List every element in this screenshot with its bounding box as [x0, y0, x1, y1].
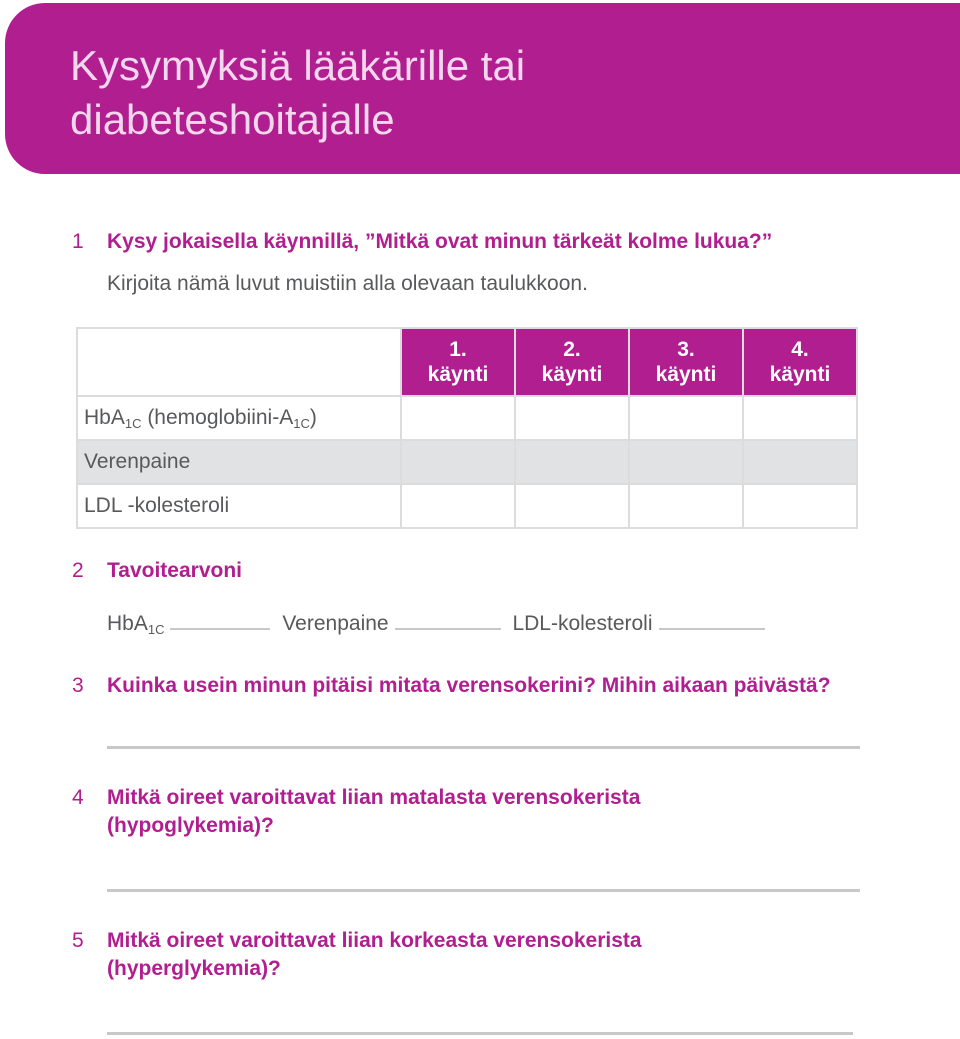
- question-text-line-2: (hyperglykemia)?: [107, 957, 281, 980]
- hba1c-label: [107, 612, 164, 635]
- question-text: Kysy jokaisella käynnillä, ”Mitkä ovat minun tärkeät kolme lukua?”: [107, 230, 773, 253]
- entry-cell[interactable]: [515, 484, 629, 528]
- ldl-label: LDL-kolesteroli: [512, 612, 653, 635]
- hba1c-target-blank[interactable]: [170, 628, 270, 630]
- question-text-line-1: Mitkä oireet varoittavat liian korkeasta verensokerista: [107, 929, 642, 952]
- answer-line-5[interactable]: [107, 1032, 853, 1035]
- visit-label: käynti: [655, 363, 717, 386]
- table-row-blood-pressure: [77, 440, 857, 484]
- subscript: 1C: [124, 415, 142, 431]
- entry-cell[interactable]: [743, 440, 857, 484]
- visit-label: käynti: [769, 363, 831, 386]
- entry-cell[interactable]: [743, 396, 857, 440]
- visit-2-header: [515, 328, 629, 396]
- entry-cell[interactable]: [629, 440, 743, 484]
- answer-line-4[interactable]: [107, 889, 860, 892]
- visits-table: [76, 327, 858, 529]
- visit-label: käynti: [541, 363, 603, 386]
- label-text: (hemoglobiini-A: [141, 405, 294, 429]
- title-line-2: diabeteshoitajalle: [70, 96, 395, 143]
- entry-cell[interactable]: [401, 396, 515, 440]
- subscript: 1C: [147, 622, 165, 637]
- ldl-target-blank[interactable]: [659, 628, 765, 630]
- question-2: [72, 557, 242, 585]
- label-text: ): [309, 405, 317, 429]
- label-text: HbA: [107, 612, 148, 635]
- visit-number: 3.: [677, 338, 695, 361]
- visit-number: 4.: [791, 338, 809, 361]
- row-label-hba1c: [77, 396, 401, 440]
- label-text: HbA: [84, 405, 125, 429]
- title-line-1: Kysymyksiä lääkärille tai: [70, 42, 526, 89]
- entry-cell[interactable]: [401, 440, 515, 484]
- entry-cell[interactable]: [515, 440, 629, 484]
- target-values: [107, 612, 771, 637]
- blood-pressure-target-blank[interactable]: [395, 628, 501, 630]
- page-title: [70, 39, 525, 147]
- question-4: [72, 784, 640, 840]
- question-number: 2: [72, 559, 84, 582]
- entry-cell[interactable]: [629, 484, 743, 528]
- question-text: Tavoitearvoni: [107, 559, 242, 582]
- question-text: Kuinka usein minun pitäisi mitata verensokerini? Mihin aikaan päivästä?: [107, 674, 831, 697]
- visit-3-header: [629, 328, 743, 396]
- question-5: [72, 927, 642, 983]
- table-row-ldl: [77, 484, 857, 528]
- visit-label: käynti: [427, 363, 489, 386]
- question-3: [72, 672, 831, 700]
- entry-cell[interactable]: [743, 484, 857, 528]
- visit-4-header: [743, 328, 857, 396]
- visit-1-header: [401, 328, 515, 396]
- question-number: 5: [72, 929, 84, 952]
- visit-number: 2.: [563, 338, 581, 361]
- question-text-line-1: Mitkä oireet varoittavat liian matalasta verensokerista: [107, 786, 641, 809]
- entry-cell[interactable]: [401, 484, 515, 528]
- row-label-blood-pressure: Verenpaine: [77, 440, 401, 484]
- visit-number: 1.: [449, 338, 467, 361]
- question-number: 4: [72, 786, 84, 809]
- subscript: 1C: [293, 415, 310, 431]
- question-number: 3: [72, 674, 84, 697]
- blood-pressure-label: Verenpaine: [282, 612, 389, 635]
- title-banner: [5, 3, 960, 174]
- table-header-row: [77, 328, 857, 396]
- question-instruction: Kirjoita nämä luvut muistiin alla olevaan taulukkoon.: [107, 272, 588, 295]
- header-empty-cell: [77, 328, 401, 396]
- question-number: 1: [72, 230, 84, 253]
- entry-cell[interactable]: [629, 396, 743, 440]
- entry-cell[interactable]: [515, 396, 629, 440]
- answer-line-3[interactable]: [107, 746, 860, 749]
- question-text-line-2: (hypoglykemia)?: [107, 814, 274, 837]
- question-1: [72, 228, 772, 298]
- table-row-hba1c: [77, 396, 857, 440]
- row-label-ldl: LDL -kolesteroli: [77, 484, 401, 528]
